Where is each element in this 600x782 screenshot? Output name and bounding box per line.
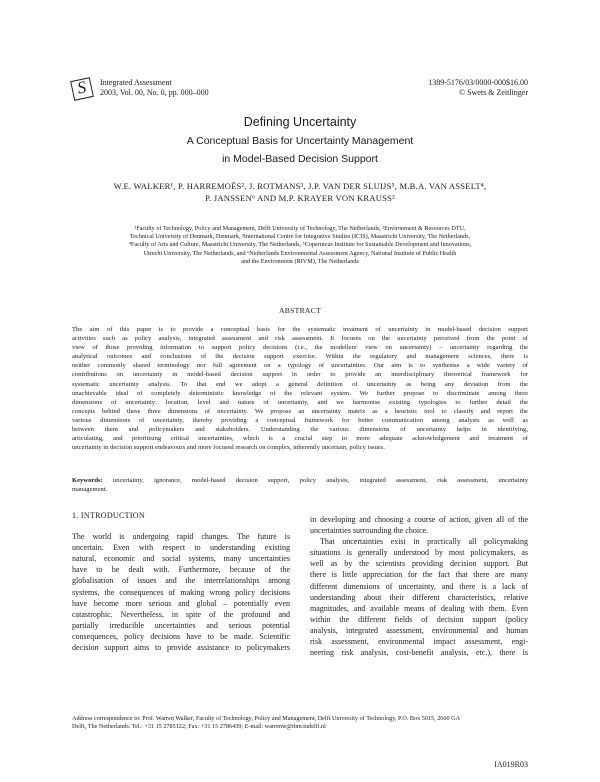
abstract-line: neither commonly shared terminology nor full agreement on a typology of uncertainties. Our aim is to synthesise a wide variety of: [72, 362, 528, 370]
body-line: understanding about their different characteristics, relative: [310, 592, 528, 602]
body-line: partially irreducible uncertainties and serious potential: [72, 620, 290, 630]
affiliation-line: Utrecht University, The Netherlands, and ⁶Netherlands Environmental Assessment Agency, National Institute of Public Health: [143, 249, 457, 257]
copyright: © Swets & Zeitlinger: [459, 88, 528, 97]
section-heading: 1. INTRODUCTION: [72, 511, 145, 520]
body-line: That uncertainties exist in practically all policymaking: [320, 537, 528, 547]
footnote-line: Address correspondence to: Prof. Warren Walker, Faculty of Technology, Policy and Management, Delft University of Technology, P.O. Box 5015, 2600 GA: [72, 715, 461, 722]
keywords-text: uncertainty, ignorance, model-based decision support, policy analysis, integrated assessment, risk assessment, uncertainty: [112, 477, 528, 484]
abstract-line: activities such as policy analysis, integrated assessment and risk assessment. It focuses on the uncertainty perceived from the point of: [72, 335, 528, 343]
abstract-line: concepts behind these three dimensions of uncertainty. We propose an uncertainty matrix as a heuristic tool to classify and report the: [72, 407, 528, 415]
journal-volume: 2003, Vol. 00, No. 0, pp. 000–000: [100, 88, 209, 97]
abstract-line: various dimensions of uncertainty, thereby providing a conceptual framework for better communication among analysts as well as: [72, 416, 528, 424]
body-line: different dimensions of uncertainty, and there is a lack of: [310, 581, 528, 591]
body-line: catastrophic. Nevertheless, in spite of the profound and: [72, 609, 290, 619]
logo-letter: S: [75, 77, 88, 98]
body-line: have to be dealt with. Furthermore, because of the: [72, 565, 290, 575]
affiliation-line: and the Environment (RIVM), The Netherlands: [241, 257, 359, 265]
authors-line-2: P. JANSSEN⁶ AND M.P. KRAYER VON KRAUSS²: [205, 193, 395, 203]
affiliation-line: ⁴Faculty of Arts and Culture, Maastricht University, The Netherlands, ⁵Copernicus Institute for Sustainable Development and Innovations,: [128, 241, 472, 249]
journal-name: Integrated Assessment: [100, 78, 172, 87]
manuscript-code: IA019R03: [494, 760, 528, 769]
body-line: neering risk analysis, cost-benefit analysis, etc.), there is: [310, 648, 528, 658]
abstract-line: analytical outcomes and conclusions of the decision support exercise. Within the regulatory and management sciences, there is: [72, 353, 528, 361]
keywords-line-1: [72, 476, 528, 485]
body-line: decision support aims to provide assistance to policymakers: [72, 643, 290, 653]
issn-info: [428, 78, 528, 98]
keywords-label: Keywords:: [72, 477, 103, 484]
paper-subtitle-line-2: in Model-Based Decision Support: [222, 153, 378, 165]
body-line: globalisation of issues and the interrelationships among: [72, 576, 290, 586]
abstract-line: systematic uncertainty analysis. To that end we adopt a general definition of uncertainty as being any deviation from the: [72, 380, 528, 388]
abstract-line: uncertainty in decision support endeavours and more focused research on complex, inherently uncertain, policy issues.: [72, 444, 385, 452]
abstract-line: The aim of this paper is to provide a conceptual basis for the systematic treatment of uncertainty in model-based decision support: [72, 326, 528, 333]
body-line: analysis, integrated assessment, environmental and human: [310, 625, 528, 635]
correspondence-footnote: [72, 715, 528, 732]
body-line: within the different fields of decision support (policy: [310, 614, 528, 624]
body-line: consequences, policy decisions have to be made. Scientific: [72, 631, 290, 641]
body-line: magnitudes, and available means of dealing with them. Even: [310, 603, 528, 613]
abstract-line: unachievable ideal of completely deterministic knowledge of the relevant system. We further propose to discriminate among three: [72, 389, 528, 397]
right-column: [310, 514, 528, 658]
body-line: uncertain. Even with respect to understanding existing: [72, 543, 290, 553]
body-line: situations is generally understood by most policymakers, as: [310, 548, 528, 558]
abstract-line: articulating, and prioritising critical uncertainties, which is a crucial step to more adequate acknowledgement and treatment of: [72, 435, 528, 443]
paper-subtitle-line-1: A Conceptual Basis for Uncertainty Management: [186, 135, 414, 147]
affiliation-line: Technical University of Denmark, Denmark, ³International Centre for Integrative Studies (ICIS), Maastricht University, The Netherlands,: [129, 233, 471, 241]
body-line: have become more serious and global – potentially even: [72, 598, 290, 608]
body-line: in developing and choosing a course of action, given all of the: [310, 515, 528, 524]
body-line: natural, economic and social systems, many uncertainties: [72, 554, 290, 564]
issn-code: 1389-5176/03/0000-000$16.00: [428, 78, 528, 87]
body-line: systems, the consequences of making wrong policy decisions: [72, 587, 290, 597]
keywords: [72, 476, 528, 494]
paper-title: Defining Uncertainty: [243, 115, 357, 129]
journal-info: [100, 78, 209, 98]
affiliations: [80, 225, 520, 266]
abstract-line: view of those providing information to support policy decisions (i.e., the modellers' view on uncertainty) – uncertainty regarding the: [72, 344, 528, 352]
abstract-line: contributions on uncertainty in model-based decision support in order to provide an interdisciplinary theoretical framework for: [72, 371, 528, 379]
body-line: The world is undergoing rapid changes. The future is: [72, 532, 290, 542]
body-line: there is little appreciation for the fact that there are many: [310, 570, 528, 580]
authors-line-1: W.E. WALKER¹, P. HARREMOËS², J. ROTMANS³, J.P. VAN DER SLUIJS⁵, M.B.A. VAN ASSELT⁴,: [113, 181, 487, 191]
abstract-line: dimensions of uncertainty: location, level and nature of uncertainty, and we harmonise existing typologies to further detail the: [72, 398, 528, 406]
abstract-body: [72, 325, 528, 452]
body-line: risk assessment, environmental impact assessment, engi-: [310, 637, 528, 647]
affiliation-line: ¹Faculty of Technology, Policy and Management, Delft University of Technology, The Netherlands, ²Environment & Resources DTU,: [134, 225, 466, 232]
abstract-heading: ABSTRACT: [278, 306, 322, 315]
abstract-line: between them and policymakers and stakeholders. Understanding the various dimensions of uncertainty helps in identifying,: [72, 426, 528, 434]
footnote-line: Delft, The Netherlands. Tel.: +31 15 2785122; Fax: +31 15 2786439; E-mail: warrenw@tbm.tudelft.nl: [72, 723, 326, 731]
keywords-line-2: management.: [72, 486, 108, 493]
body-line: uncertainties surrounding the choice.: [310, 526, 429, 536]
left-column: [72, 510, 290, 653]
body-line: well as by the scientists providing decision support. But: [310, 559, 528, 569]
publisher-logo: [70, 77, 94, 101]
